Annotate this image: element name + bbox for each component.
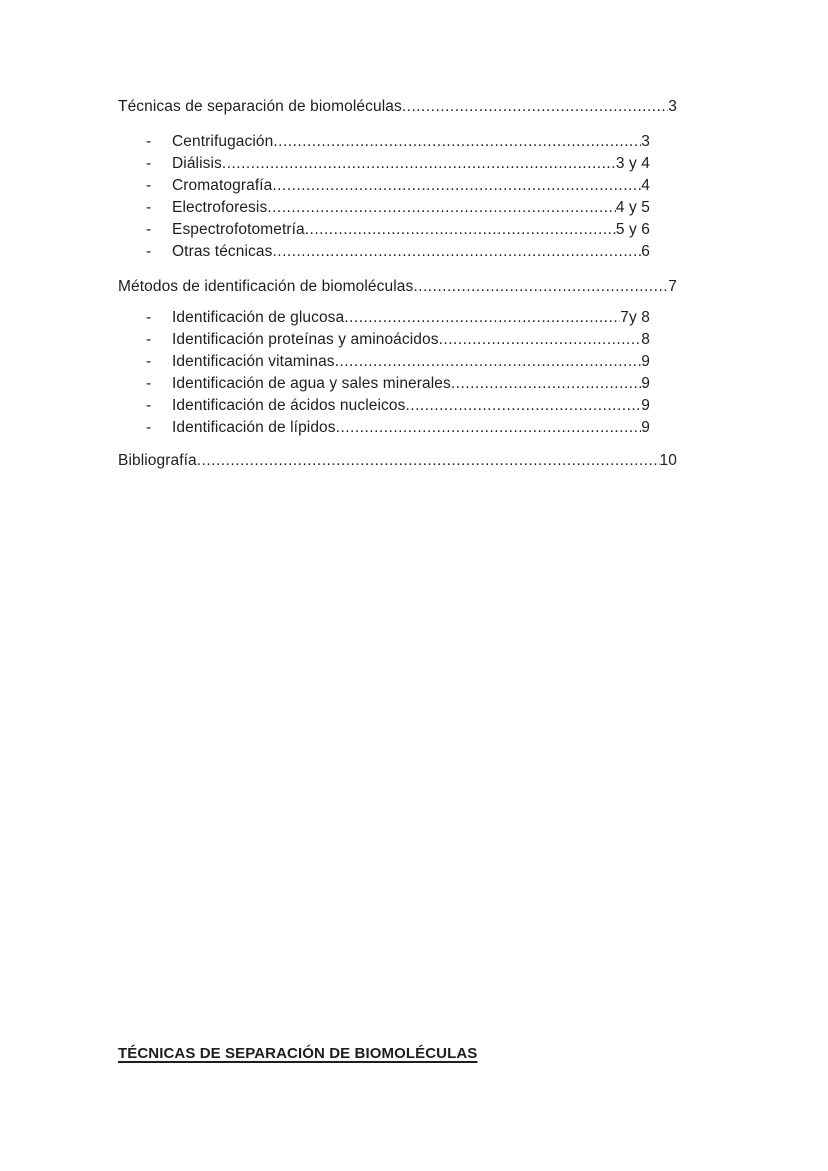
dot-leader bbox=[336, 417, 642, 439]
dot-leader bbox=[344, 307, 620, 329]
toc-item-label: Espectrofotometría bbox=[172, 221, 305, 238]
toc-item-row bbox=[146, 307, 650, 329]
toc-page-number: 4 bbox=[641, 177, 650, 194]
toc-page-number: 7 bbox=[668, 278, 677, 295]
toc-item-bullet: - bbox=[146, 221, 152, 238]
toc-section-row bbox=[118, 96, 677, 118]
dot-leader bbox=[405, 395, 641, 417]
dot-leader bbox=[267, 197, 616, 219]
toc-item-bullet: - bbox=[146, 155, 152, 172]
dot-leader bbox=[272, 175, 641, 197]
toc-section-row bbox=[118, 450, 677, 472]
toc-item-bullet: - bbox=[146, 397, 152, 414]
toc-item-label: Identificación proteínas y aminoácidos bbox=[172, 331, 439, 348]
toc-item-bullet: - bbox=[146, 419, 152, 436]
toc-section-title: Bibliografía bbox=[118, 452, 197, 469]
toc-section-title: Métodos de identificación de biomoléculas bbox=[118, 278, 414, 295]
toc-item-row bbox=[146, 241, 650, 263]
toc-item-row bbox=[146, 197, 650, 219]
toc-item-bullet: - bbox=[146, 133, 152, 150]
toc-page-number: 3 bbox=[668, 98, 677, 115]
toc-page-number: 4 y 5 bbox=[615, 199, 650, 216]
toc-item-bullet: - bbox=[146, 199, 152, 216]
toc-item-row bbox=[146, 373, 650, 395]
toc-page-number: 10 bbox=[659, 452, 677, 469]
toc-item-label: Diálisis bbox=[172, 155, 222, 172]
toc-item-label: Cromatografía bbox=[172, 177, 273, 194]
dot-leader bbox=[402, 96, 668, 118]
toc-item-list bbox=[146, 307, 650, 439]
toc-page-number: 9 bbox=[641, 419, 650, 436]
toc-item-row bbox=[146, 329, 650, 351]
dot-leader bbox=[197, 450, 660, 472]
toc-page-number: 9 bbox=[641, 375, 650, 392]
toc-item-label: Identificación vitaminas bbox=[172, 353, 335, 370]
dot-leader bbox=[273, 131, 641, 153]
toc-item-label: Identificación de lípidos bbox=[172, 419, 336, 436]
toc-page-number: 6 bbox=[641, 243, 650, 260]
toc-item-label: Centrifugación bbox=[172, 133, 274, 150]
toc-item-label: Identificación de agua y sales minerales bbox=[172, 375, 451, 392]
toc-item-label: Otras técnicas bbox=[172, 243, 273, 260]
toc-page-number: 8 bbox=[641, 331, 650, 348]
toc-item-label: Identificación de ácidos nucleicos bbox=[172, 397, 406, 414]
toc-item-label: Identificación de glucosa bbox=[172, 309, 345, 326]
toc-item-list bbox=[146, 131, 650, 263]
toc-page-number: 3 bbox=[641, 133, 650, 150]
toc-page-number: 9 bbox=[641, 353, 650, 370]
section-heading: TÉCNICAS DE SEPARACIÓN DE BIOMOLÉCULAS bbox=[118, 1045, 478, 1062]
toc-item-row bbox=[146, 153, 650, 175]
toc-item-bullet: - bbox=[146, 353, 152, 370]
toc-item-bullet: - bbox=[146, 375, 152, 392]
dot-leader bbox=[439, 329, 642, 351]
toc-item-row bbox=[146, 395, 650, 417]
dot-leader bbox=[272, 241, 641, 263]
toc-item-label: Electroforesis bbox=[172, 199, 268, 216]
toc-item-row bbox=[146, 351, 650, 373]
toc-item-row bbox=[146, 131, 650, 153]
toc-section-title: Técnicas de separación de biomoléculas bbox=[118, 98, 402, 115]
table-of-contents bbox=[118, 96, 677, 472]
toc-page-number: 7y 8 bbox=[620, 309, 650, 326]
toc-item-row bbox=[146, 175, 650, 197]
dot-leader bbox=[222, 153, 616, 175]
dot-leader bbox=[451, 373, 641, 395]
toc-section-row bbox=[118, 276, 677, 298]
dot-leader bbox=[335, 351, 642, 373]
toc-item-row bbox=[146, 219, 650, 241]
toc-item-row bbox=[146, 417, 650, 439]
toc-item-bullet: - bbox=[146, 177, 152, 194]
dot-leader bbox=[305, 219, 616, 241]
toc-item-bullet: - bbox=[146, 243, 152, 260]
toc-item-bullet: - bbox=[146, 309, 152, 326]
toc-item-bullet: - bbox=[146, 331, 152, 348]
toc-page-number: 5 y 6 bbox=[615, 221, 650, 238]
toc-page-number: 9 bbox=[641, 397, 650, 414]
toc-page-number: 3 y 4 bbox=[615, 155, 650, 172]
dot-leader bbox=[413, 276, 668, 298]
